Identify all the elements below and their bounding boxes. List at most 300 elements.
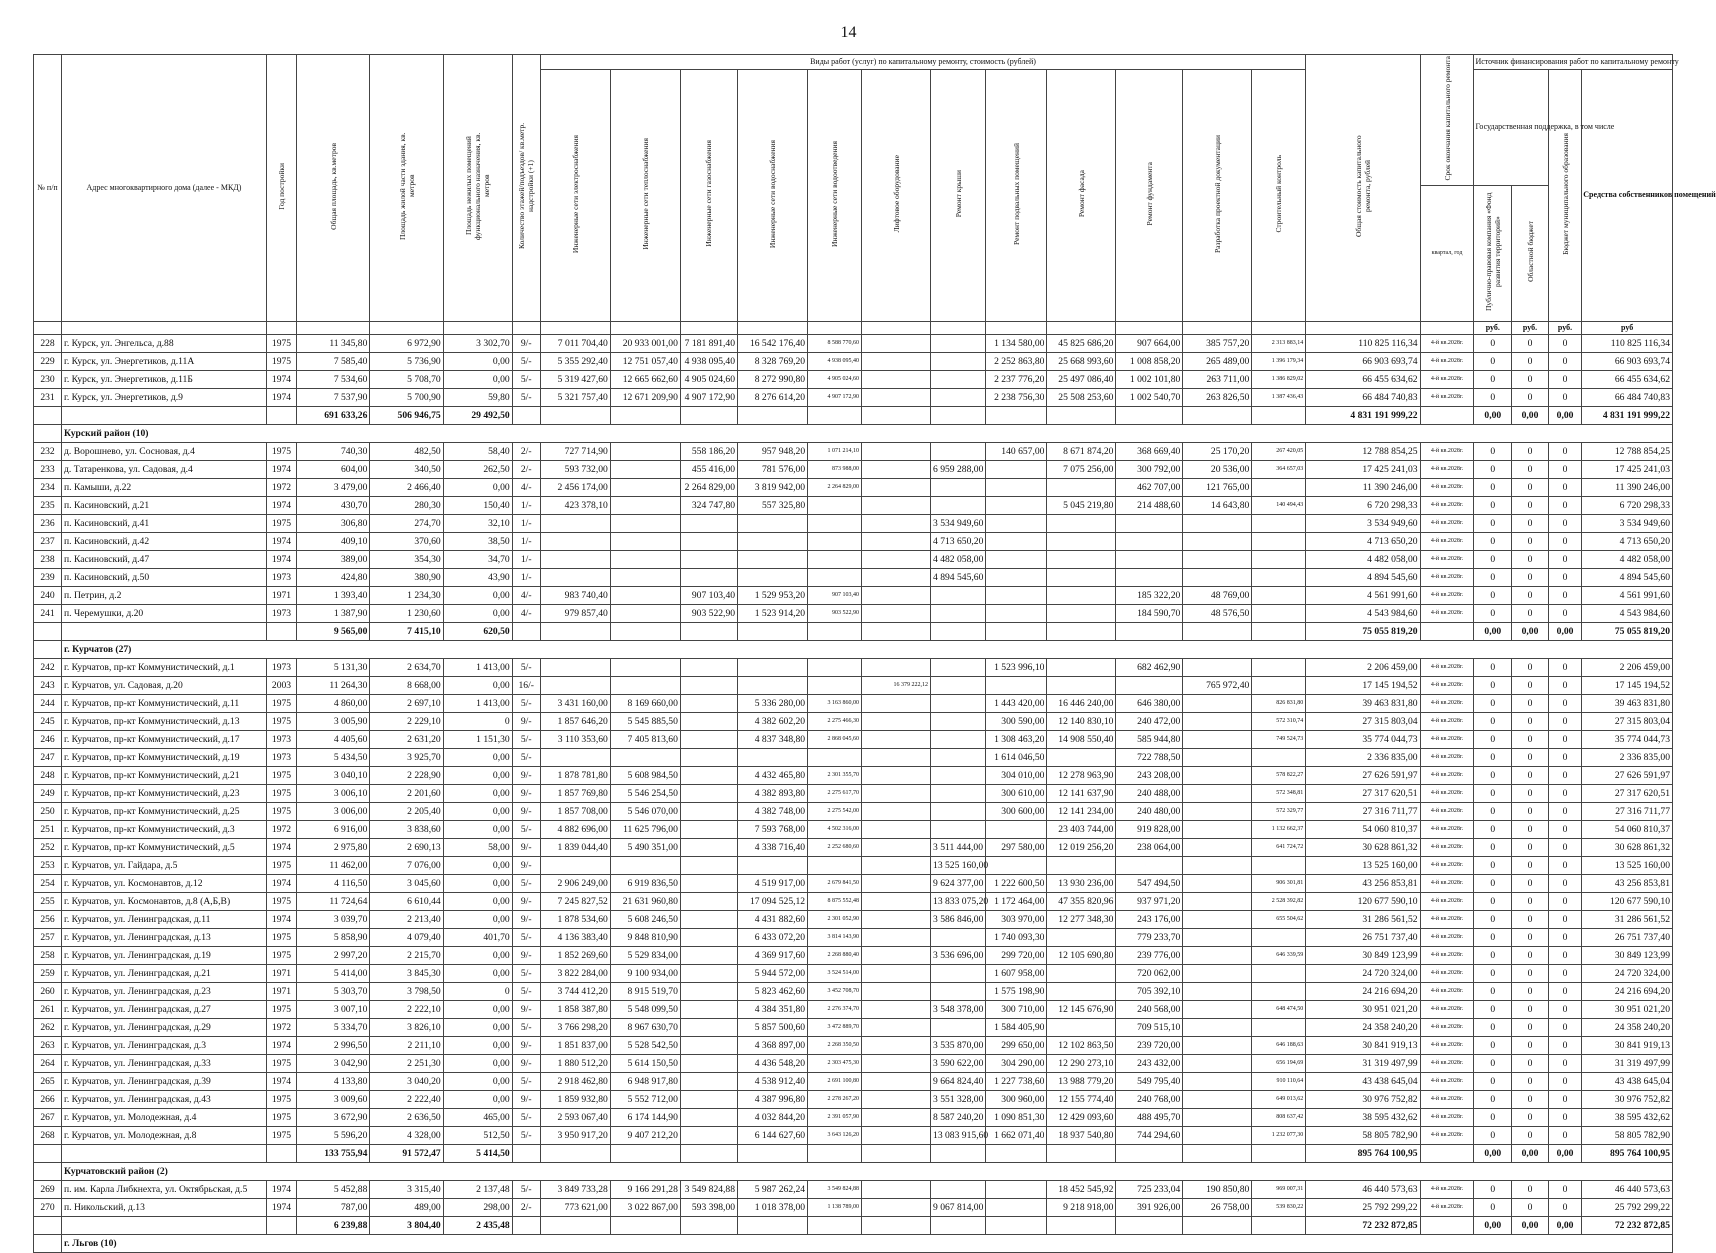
table-cell: 4 894 545,60 — [1306, 568, 1420, 586]
table-cell — [862, 1126, 931, 1144]
table-cell: 0 — [1548, 1018, 1581, 1036]
table-cell — [680, 532, 737, 550]
table-row — [34, 496, 1673, 514]
header-work-6: Ремонт крыши — [931, 70, 986, 322]
table-cell: 16 379 222,12 — [862, 676, 931, 694]
unit-rub-4: руб — [1582, 321, 1673, 334]
table-row — [34, 1072, 1673, 1090]
table-cell: 12 155 774,40 — [1047, 1090, 1116, 1108]
table-cell: 424,80 — [297, 568, 370, 586]
table-cell — [862, 748, 931, 766]
table-cell — [1420, 622, 1474, 640]
table-cell — [1252, 1018, 1306, 1036]
table-cell: 30 951 021,20 — [1306, 1000, 1420, 1018]
table-cell: 54 060 810,37 — [1582, 820, 1673, 838]
table-cell: 4 837 348,80 — [738, 730, 808, 748]
table-row — [34, 370, 1673, 388]
table-cell: г. Курчатов, ул. Садовая, д.20 — [62, 676, 267, 694]
table-cell: 4 436 548,20 — [738, 1054, 808, 1072]
table-cell: 4 543 984,60 — [1582, 604, 1673, 622]
table-cell: 1 002 101,80 — [1116, 370, 1183, 388]
table-cell: 1 878 534,60 — [540, 910, 610, 928]
table-cell: 4-й кв.2028г. — [1420, 784, 1474, 802]
table-cell: 72 232 872,85 — [1582, 1216, 1673, 1234]
table-cell: 1 857 708,00 — [540, 802, 610, 820]
table-cell: 0,00 — [443, 352, 512, 370]
table-cell: 6 174 144,90 — [610, 1108, 680, 1126]
table-cell: 3 431 160,00 — [540, 694, 610, 712]
table-cell — [1252, 604, 1306, 622]
table-cell: 0 — [1512, 1018, 1549, 1036]
table-cell: 0 — [1512, 820, 1549, 838]
table-cell: 0,00 — [1548, 406, 1581, 424]
table-cell: 4 561 991,60 — [1306, 586, 1420, 604]
table-cell: 4-й кв.2028г. — [1420, 604, 1474, 622]
table-cell: г. Курчатов, пр-кт Коммунистический, д.3 — [62, 820, 267, 838]
table-cell: 27 316 711,77 — [1306, 802, 1420, 820]
table-cell — [680, 712, 737, 730]
table-cell: 5 529 834,00 — [610, 946, 680, 964]
table-cell: 7 405 813,60 — [610, 730, 680, 748]
table-cell: 43 438 645,04 — [1306, 1072, 1420, 1090]
table-cell: 31 286 561,52 — [1306, 910, 1420, 928]
table-cell: 1975 — [266, 1090, 296, 1108]
table-cell — [540, 532, 610, 550]
table-cell: 252 — [34, 838, 62, 856]
table-cell: г. Курчатов, ул. Молодежная, д.8 — [62, 1126, 267, 1144]
table-cell: 3 804,40 — [370, 1216, 443, 1234]
table-cell: 5/- — [512, 370, 540, 388]
header-work-2: Инженерные сети газоснабжения — [680, 70, 737, 322]
table-cell — [610, 622, 680, 640]
table-cell — [1047, 586, 1116, 604]
table-cell — [808, 856, 862, 874]
table-cell: 1 413,00 — [443, 658, 512, 676]
table-cell: 1 230,60 — [370, 604, 443, 622]
table-cell: 24 720 324,00 — [1306, 964, 1420, 982]
table-cell — [862, 856, 931, 874]
table-cell — [540, 748, 610, 766]
table-cell: 214 488,60 — [1116, 496, 1183, 514]
table-cell: 0 — [1474, 910, 1512, 928]
table-cell — [540, 1216, 610, 1234]
table-cell: 5/- — [512, 874, 540, 892]
table-cell: п. Касиновский, д.42 — [62, 532, 267, 550]
table-cell: 0 — [1548, 460, 1581, 478]
table-cell: 270 — [34, 1198, 62, 1216]
table-cell: 2 275 542,00 — [808, 802, 862, 820]
table-cell: 0 — [1548, 820, 1581, 838]
table-cell: 0 — [1512, 856, 1549, 874]
table-cell: 4 382 748,00 — [738, 802, 808, 820]
table-cell — [931, 1018, 986, 1036]
table-cell: 0 — [1548, 892, 1581, 910]
table-cell: 3 586 846,00 — [931, 910, 986, 928]
table-cell: 5 608 246,50 — [610, 910, 680, 928]
table-cell: 0 — [1512, 1180, 1549, 1198]
table-cell: 2 391 057,90 — [808, 1108, 862, 1126]
table-cell — [680, 658, 737, 676]
table-cell: 34,70 — [443, 550, 512, 568]
table-cell — [862, 1108, 931, 1126]
table-cell: 4/- — [512, 604, 540, 622]
table-cell: 4 713 650,20 — [1582, 532, 1673, 550]
table-cell: 242 — [34, 658, 62, 676]
table-cell: 233 — [34, 460, 62, 478]
table-cell: 391 926,00 — [1116, 1198, 1183, 1216]
table-cell: 1972 — [266, 1018, 296, 1036]
table-cell: 2 466,40 — [370, 478, 443, 496]
table-cell: 4-й кв.2028г. — [1420, 1018, 1474, 1036]
table-cell: 12 788 854,25 — [1582, 442, 1673, 460]
table-cell: г. Курчатов, пр-кт Коммунистический, д.23 — [62, 784, 267, 802]
table-row — [34, 352, 1673, 370]
table-cell: 5/- — [512, 730, 540, 748]
table-cell — [610, 478, 680, 496]
table-cell: 31 286 561,52 — [1582, 910, 1673, 928]
table-cell — [34, 1144, 62, 1162]
table-cell: 0,00 — [1548, 622, 1581, 640]
table-cell — [862, 838, 931, 856]
table-cell: 150,40 — [443, 496, 512, 514]
table-cell: 4-й кв.2028г. — [1420, 1180, 1474, 1198]
table-cell — [540, 550, 610, 568]
table-cell: 1/- — [512, 496, 540, 514]
header-num: № п/п — [34, 55, 62, 322]
table-cell: 0,00 — [1474, 1144, 1512, 1162]
table-cell: 17 425 241,03 — [1582, 460, 1673, 478]
table-cell: 3 479,00 — [297, 478, 370, 496]
table-cell — [1183, 622, 1252, 640]
table-row — [34, 694, 1673, 712]
table-cell: 0 — [1548, 1198, 1581, 1216]
table-cell — [680, 1036, 737, 1054]
table-cell — [610, 676, 680, 694]
table-cell — [62, 406, 267, 424]
header-oblast-budget: Областной бюджет — [1512, 185, 1549, 321]
table-cell: 6 433 072,20 — [738, 928, 808, 946]
table-cell — [1183, 568, 1252, 586]
table-cell — [266, 406, 296, 424]
table-row — [34, 766, 1673, 784]
table-cell: 24 216 694,20 — [1306, 982, 1420, 1000]
table-cell: 9/- — [512, 766, 540, 784]
table-cell: 4 561 991,60 — [1582, 586, 1673, 604]
table-cell: 903 522,90 — [680, 604, 737, 622]
table-cell: 30 628 861,32 — [1306, 838, 1420, 856]
table-row — [34, 568, 1673, 586]
table-row — [34, 928, 1673, 946]
table-cell: 1973 — [266, 604, 296, 622]
table-cell: г. Курск, ул. Энгельса, д.88 — [62, 334, 267, 352]
table-cell: 5 857 500,60 — [738, 1018, 808, 1036]
table-cell — [986, 514, 1047, 532]
table-row — [34, 514, 1673, 532]
table-cell: 4 482 058,00 — [931, 550, 986, 568]
table-cell: 910 110,64 — [1252, 1072, 1306, 1090]
table-cell: 3 925,70 — [370, 748, 443, 766]
table-cell: 727 714,90 — [540, 442, 610, 460]
table-cell: 969 007,31 — [1252, 1180, 1306, 1198]
table-cell: г. Курчатов, ул. Ленинградская, д.39 — [62, 1072, 267, 1090]
table-cell: 245 — [34, 712, 62, 730]
table-cell: 0 — [1512, 568, 1549, 586]
table-cell: 12 141 637,90 — [1047, 784, 1116, 802]
table-cell: 2 275 617,70 — [808, 784, 862, 802]
table-cell: 4-й кв.2028г. — [1420, 928, 1474, 946]
table-cell: 3 040,20 — [370, 1072, 443, 1090]
table-cell: 489,00 — [370, 1198, 443, 1216]
table-cell: 4-й кв.2028г. — [1420, 1072, 1474, 1090]
table-cell: 0 — [1474, 928, 1512, 946]
table-cell: 3 838,60 — [370, 820, 443, 838]
table-cell: 6 144 627,60 — [738, 1126, 808, 1144]
table-cell: 249 — [34, 784, 62, 802]
table-cell — [808, 406, 862, 424]
table-cell: 5 528 542,50 — [610, 1036, 680, 1054]
table-cell: 4 431 882,60 — [738, 910, 808, 928]
table-cell — [862, 1216, 931, 1234]
table-cell: 2/- — [512, 1198, 540, 1216]
table-cell: 3 006,10 — [297, 784, 370, 802]
table-cell: 646 188,63 — [1252, 1036, 1306, 1054]
table-cell — [34, 406, 62, 424]
table-cell — [680, 1144, 737, 1162]
table-cell: 0 — [1474, 694, 1512, 712]
table-cell: 1 232 077,30 — [1252, 1126, 1306, 1144]
table-cell: 4-й кв.2028г. — [1420, 532, 1474, 550]
table-cell: 0 — [1512, 802, 1549, 820]
table-cell: 27 315 803,04 — [1306, 712, 1420, 730]
table-cell: 3 039,70 — [297, 910, 370, 928]
table-cell: 0 — [1512, 676, 1549, 694]
table-cell: 2 222,40 — [370, 1090, 443, 1108]
table-cell — [266, 1216, 296, 1234]
table-cell: 0 — [1512, 928, 1549, 946]
table-cell: 2 268 350,50 — [808, 1036, 862, 1054]
table-cell: 2 996,50 — [297, 1036, 370, 1054]
table-cell: 2 278 267,20 — [808, 1090, 862, 1108]
table-cell: 0 — [1512, 442, 1549, 460]
table-cell: 0 — [1548, 532, 1581, 550]
table-cell: 304 290,00 — [986, 1054, 1047, 1072]
table-cell — [862, 946, 931, 964]
header-living-area: Площадь жилой части здания, кв. метров — [370, 55, 443, 322]
table-cell — [738, 856, 808, 874]
table-cell: 3 040,10 — [297, 766, 370, 784]
table-cell — [808, 568, 862, 586]
table-cell: 2 206 459,00 — [1582, 658, 1673, 676]
table-row — [34, 1108, 1673, 1126]
table-cell: 0 — [1512, 1000, 1549, 1018]
table-cell: 0 — [1548, 1054, 1581, 1072]
section-row — [34, 1162, 1673, 1180]
table-cell — [738, 748, 808, 766]
table-cell: 4-й кв.2028г. — [1420, 694, 1474, 712]
table-cell: 4 382 602,20 — [738, 712, 808, 730]
table-cell: 9 067 814,00 — [931, 1198, 986, 1216]
table-cell: 0 — [1548, 1072, 1581, 1090]
table-cell: 557 325,80 — [738, 496, 808, 514]
table-cell: 12 671 209,90 — [610, 388, 680, 406]
table-cell: 8 169 660,00 — [610, 694, 680, 712]
table-cell: 4 079,40 — [370, 928, 443, 946]
table-cell: 9/- — [512, 1036, 540, 1054]
table-cell: 8 671 874,20 — [1047, 442, 1116, 460]
table-cell: 4 713 650,20 — [931, 532, 986, 550]
table-cell: 2 252 863,80 — [986, 352, 1047, 370]
header-funding-group: Источник финансирования работ по капитальному ремонту — [1474, 55, 1673, 70]
table-cell: 27 317 620,51 — [1306, 784, 1420, 802]
table-row — [34, 712, 1673, 730]
table-cell: 4 831 191 999,22 — [1582, 406, 1673, 424]
capital-repair-table — [33, 54, 1716, 1253]
header-floors: Количество этажей/подъездов/ кв.метр. надстройки (+1) — [512, 55, 540, 322]
table-cell: 585 944,80 — [1116, 730, 1183, 748]
table-cell: 4 387 996,80 — [738, 1090, 808, 1108]
table-cell: 0 — [1474, 712, 1512, 730]
table-cell: 5 414,50 — [443, 1144, 512, 1162]
table-cell: 58,40 — [443, 442, 512, 460]
table-cell: 0 — [1512, 946, 1549, 964]
table-cell — [1183, 550, 1252, 568]
table-cell — [1047, 568, 1116, 586]
table-cell — [862, 334, 931, 352]
table-cell: 506 946,75 — [370, 406, 443, 424]
table-cell: 0 — [1512, 766, 1549, 784]
table-cell: 0 — [1474, 892, 1512, 910]
table-cell: 455 416,00 — [680, 460, 737, 478]
table-cell: 110 825 116,34 — [1582, 334, 1673, 352]
table-cell: 243 208,00 — [1116, 766, 1183, 784]
table-cell: 2 868 045,60 — [808, 730, 862, 748]
table-cell: 368 669,40 — [1116, 442, 1183, 460]
table-cell: 2 691 100,80 — [808, 1072, 862, 1090]
table-cell — [931, 622, 986, 640]
table-cell: 4-й кв.2028г. — [1420, 586, 1474, 604]
table-cell: 11 462,00 — [297, 856, 370, 874]
table-cell: 24 358 240,20 — [1582, 1018, 1673, 1036]
table-cell: 324 747,80 — [680, 496, 737, 514]
table-cell — [610, 406, 680, 424]
table-cell: 779 233,70 — [1116, 928, 1183, 946]
table-cell: 0,00 — [443, 1036, 512, 1054]
header-work-9: Ремонт фундамента — [1116, 70, 1183, 322]
table-cell: 1974 — [266, 532, 296, 550]
header-nonres-area: Площадь нежилых помещений функционального назначения, кв. метров — [443, 55, 512, 322]
table-cell — [1252, 406, 1306, 424]
table-cell: 12 102 863,50 — [1047, 1036, 1116, 1054]
table-cell: п. Касиновский, д.21 — [62, 496, 267, 514]
table-cell: 25 792 299,22 — [1582, 1198, 1673, 1216]
table-cell: 0 — [1474, 442, 1512, 460]
table-cell: 0 — [1474, 352, 1512, 370]
table-cell — [986, 1144, 1047, 1162]
table-cell: п. Касиновский, д.47 — [62, 550, 267, 568]
table-cell: 3 009,60 — [297, 1090, 370, 1108]
table-cell — [931, 478, 986, 496]
table-cell: 1 839 044,40 — [540, 838, 610, 856]
table-cell — [1047, 478, 1116, 496]
table-cell: п. Никольский, д.13 — [62, 1198, 267, 1216]
table-cell: 35 774 044,73 — [1306, 730, 1420, 748]
table-cell: 5 336 280,00 — [738, 694, 808, 712]
table-cell: 4-й кв.2028г. — [1420, 766, 1474, 784]
table-cell: 655 504,62 — [1252, 910, 1306, 928]
table-cell — [862, 802, 931, 820]
unit-rub-2: руб. — [1512, 321, 1549, 334]
table-cell: 370,60 — [370, 532, 443, 550]
table-cell: 0,00 — [443, 676, 512, 694]
table-cell: 646 339,59 — [1252, 946, 1306, 964]
table-cell: 3 534 949,60 — [1582, 514, 1673, 532]
table-cell — [1047, 982, 1116, 1000]
table-cell — [738, 1216, 808, 1234]
table-cell — [986, 586, 1047, 604]
table-cell: 27 626 591,97 — [1306, 766, 1420, 784]
table-cell: 0,00 — [443, 1054, 512, 1072]
table-cell: 773 621,00 — [540, 1198, 610, 1216]
table-cell: 1975 — [266, 766, 296, 784]
table-cell: 1975 — [266, 946, 296, 964]
table-cell — [931, 802, 986, 820]
table-cell: 4 519 917,00 — [738, 874, 808, 892]
table-cell: 2 593 067,40 — [540, 1108, 610, 1126]
table-cell: 1975 — [266, 802, 296, 820]
table-cell: 1971 — [266, 586, 296, 604]
table-cell — [610, 586, 680, 604]
table-cell — [34, 1216, 62, 1234]
table-cell: 1 138 789,00 — [808, 1198, 862, 1216]
table-cell: 5 546 070,00 — [610, 802, 680, 820]
table-cell — [1252, 676, 1306, 694]
table-cell: 1 857 646,20 — [540, 712, 610, 730]
table-cell: 25 497 086,40 — [1047, 370, 1116, 388]
table-cell — [34, 622, 62, 640]
table-cell: 2 264 829,00 — [808, 478, 862, 496]
table-cell — [808, 514, 862, 532]
table-cell: г. Курчатов, ул. Ленинградская, д.21 — [62, 964, 267, 982]
table-cell: 25 792 299,22 — [1306, 1198, 1420, 1216]
table-cell — [1047, 964, 1116, 982]
table-cell — [1252, 622, 1306, 640]
table-cell: 9/- — [512, 1054, 540, 1072]
table-cell: 5/- — [512, 928, 540, 946]
table-cell: 0 — [1512, 496, 1549, 514]
table-cell: 1 227 738,60 — [986, 1072, 1047, 1090]
table-cell: 895 764 100,95 — [1582, 1144, 1673, 1162]
table-cell — [1183, 820, 1252, 838]
table-cell: 1973 — [266, 658, 296, 676]
table-cell: 3 849 733,28 — [540, 1180, 610, 1198]
table-cell — [680, 1072, 737, 1090]
table-cell: 3 643 126,20 — [808, 1126, 862, 1144]
table-cell: 236 — [34, 514, 62, 532]
table-cell: 24 216 694,20 — [1582, 982, 1673, 1000]
table-cell: 4-й кв.2028г. — [1420, 550, 1474, 568]
table-cell: п. Черемушки, д.20 — [62, 604, 267, 622]
table-cell: 1974 — [266, 460, 296, 478]
table-cell: 9/- — [512, 892, 540, 910]
table-cell: 4 860,00 — [297, 694, 370, 712]
table-cell: 0,00 — [1474, 622, 1512, 640]
table-cell: 0 — [1548, 658, 1581, 676]
table-cell: 38 595 432,62 — [1582, 1108, 1673, 1126]
table-cell: 7 534,60 — [297, 370, 370, 388]
table-cell — [680, 694, 737, 712]
table-cell: 3 798,50 — [370, 982, 443, 1000]
table-cell: 234 — [34, 478, 62, 496]
